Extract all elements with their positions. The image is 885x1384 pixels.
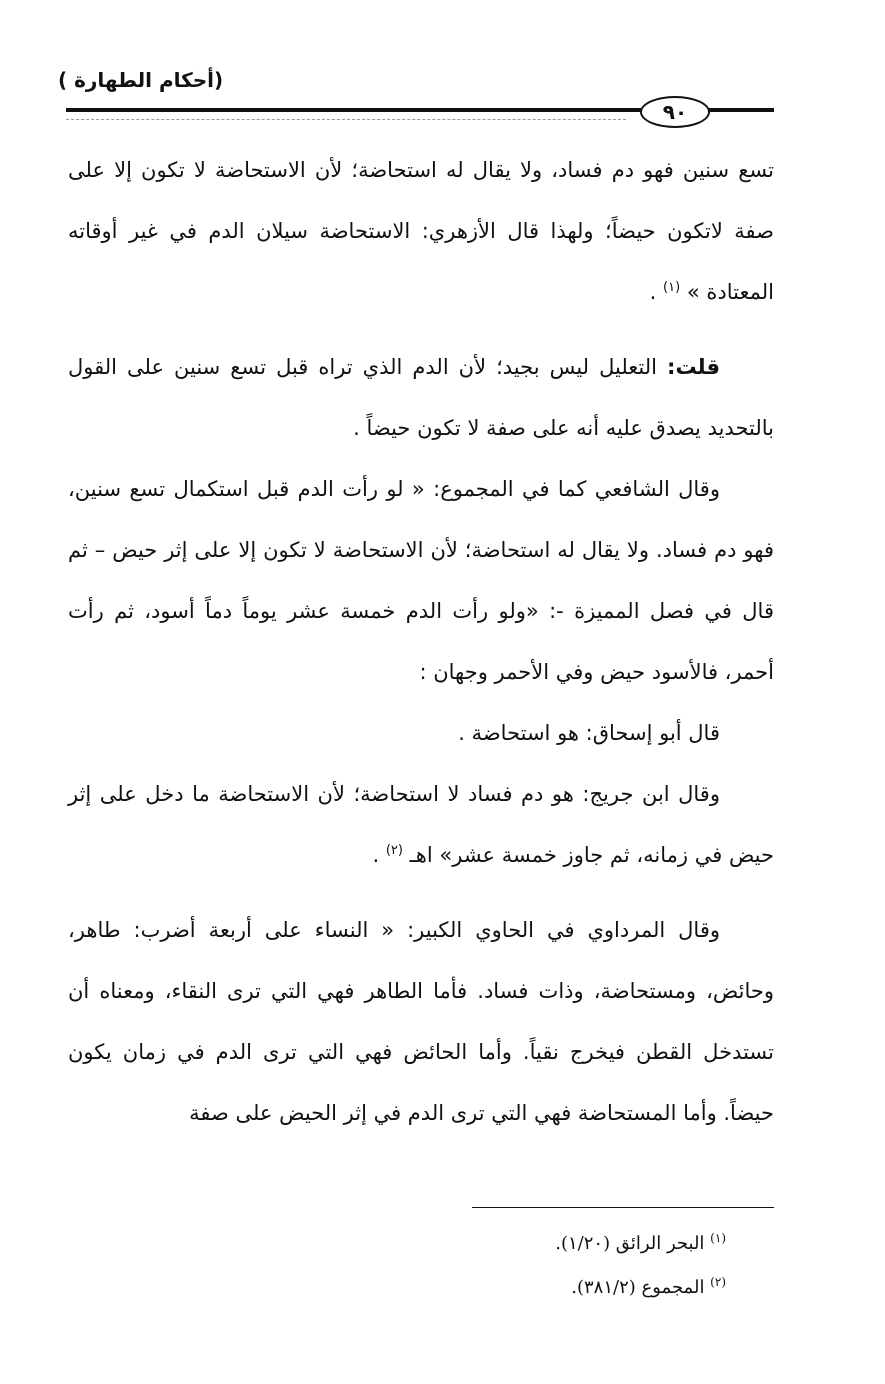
footnote-2-number: (٢) — [710, 1275, 726, 1289]
paragraph-6-text: وقال المرداوي في الحاوي الكبير: « النساء على أربعة أضرب: طاهر، وحائض، ومستحاضة، وذات فساد. فأما الطاهر فهي التي ترى النقاء، ومعناه أن تستدخل القطن فيخرج نقياً. وأما الحائض فهي التي ترى الدم في زمان يكون حيضاً. وأما المستحاضة فهي التي ترى الدم في إثر الحيض على صفة — [68, 918, 774, 1125]
paragraph-3 — [68, 459, 774, 703]
footnote-ref-1: (١) — [663, 280, 681, 295]
paragraph-2 — [68, 337, 774, 459]
running-title: (أحكام الطهارة ) — [58, 68, 224, 92]
footnotes — [430, 1222, 726, 1310]
footnote-1-text: البحر الرائق (١/٢٠). — [555, 1233, 711, 1254]
paragraph-1 — [68, 140, 774, 323]
paragraph-1-tail: . — [649, 280, 657, 304]
paragraph-1-text: تسع سنين فهو دم فساد، ولا يقال له استحاضة؛ لأن الاستحاضة لا تكون إلا على صفة لاتكون حيضاً؛ ولهذا قال الأزهري: الاستحاضة سيلان الدم في غير أوقاته المعتادة » — [68, 158, 774, 304]
paragraph-5-text: وقال ابن جريج: هو دم فساد لا استحاضة؛ لأن الاستحاضة ما دخل على إثر حيض في زمانه، ثم جاوز خمسة عشر» اهـ — [68, 782, 774, 867]
paragraph-4-text: قال أبو إسحاق: هو استحاضة . — [458, 721, 720, 745]
footnote-ref-2: (٢) — [385, 843, 403, 858]
footnote-separator — [472, 1207, 774, 1208]
paragraph-3-text: وقال الشافعي كما في المجموع: « لو رأت الدم قبل استكمال تسع سنين، فهو دم فساد. ولا يقال له استحاضة؛ لأن الاستحاضة لا تكون إلا على إثر حيض – ثم قال في فصل المميزة -: «ولو رأت الدم خمسة عشر يوماً دماً أسود، ثم رأت أحمر، فالأسود حيض وفي الأحمر وجهان : — [68, 477, 774, 684]
paragraph-4 — [68, 703, 774, 764]
paragraph-6 — [68, 900, 774, 1144]
header-faint-rule — [66, 119, 626, 120]
paragraph-5-tail: . — [372, 843, 380, 867]
footnote-1-number: (١) — [710, 1231, 726, 1245]
page-number: ٩٠ — [640, 96, 710, 128]
footnote-2 — [430, 1266, 726, 1310]
footnote-2-text: المجموع (٣٨١/٢). — [571, 1277, 711, 1298]
paragraph-2-text: التعليل ليس بجيد؛ لأن الدم الذي تراه قبل تسع سنين على القول بالتحديد يصدق عليه أنه على صفة لا تكون حيضاً . — [68, 355, 774, 440]
paragraph-2-lead: قلت: — [667, 355, 720, 379]
main-text — [68, 140, 774, 1144]
footnote-1 — [430, 1222, 726, 1266]
paragraph-5 — [68, 764, 774, 886]
